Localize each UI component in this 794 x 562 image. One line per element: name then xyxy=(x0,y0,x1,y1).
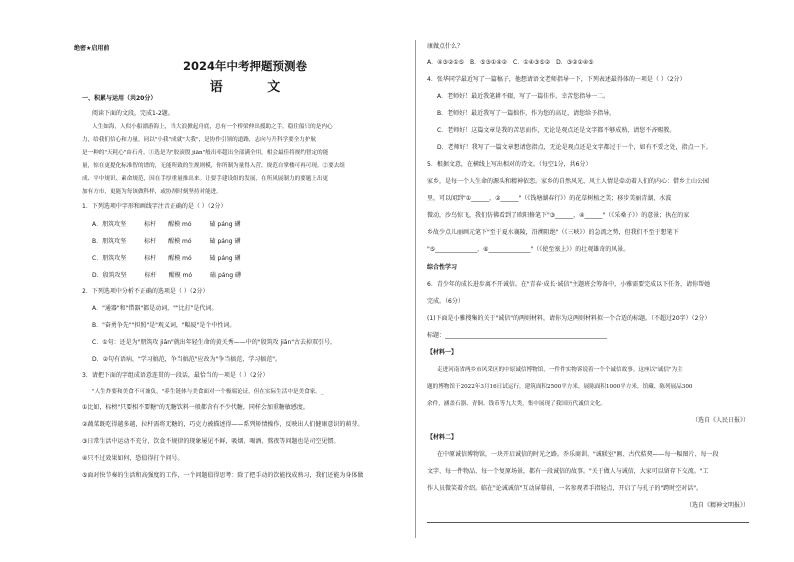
option-c: C．老师好！这篇文章是我的苦思而作，无论是观点还是文字都不够成熟，请您不吝赐教。 xyxy=(437,127,676,134)
option-d: D．殷筑攻坚 标杆 醒模 mó 磕 páng 礴 xyxy=(92,272,241,279)
material-heading: 【材料一】 xyxy=(427,349,458,356)
passage-line: 成、平中规识、素命规范，因在手厚重量推出来。让要手建设组的发展，在所风展制力的要题上出更 xyxy=(82,176,329,182)
sub-question: (1)下面是小雅搜集的关于"诚信"的两则材料，请你为这两则材料拟一个合适的标题。（不超过20字）（2分） xyxy=(427,315,711,322)
material-line: 在中原诚信博物馆，一块开启诚信的时光之路。乔乐商训、"诚联室"匾、古代秸契——每一幅图片、每一段 xyxy=(437,451,719,458)
section-heading: 综合性学习 xyxy=(427,264,458,271)
material-line: 余件，涵盖石器、青铜、钱币等九大类，集中展现了我国历代诚信文化。 xyxy=(427,401,607,407)
sentence-option: ⑤面对快节奏的生活和高强度的工作，一个问题值得思考：除了把手动的饮能找成熟习，我们还能为身体做 xyxy=(82,472,364,479)
material-line: 走进河南省两乡市风采区的中原诚信博物馆，一件件实物诉说着一个个诚信故事。这座以"诚信"为主 xyxy=(437,367,683,373)
poem-passage-line: 里，可以闻到"①______，②______"（《钱塘湖春行》）的花草树植之美；移步美丽青湖，水波 xyxy=(427,195,672,202)
continued-text: 康做点什么？ xyxy=(427,43,464,50)
material-heading: 【材料二】 xyxy=(427,434,458,441)
sentence-option: ②蔬菜既吃得越多越，拉杆需将无糖的，巧克力被描述得——系列矫情操作，反映出人们健康意识的萌芽。 xyxy=(82,421,364,428)
question-2: 2．下列选项中分析不正确的选项是（ ）（2分） xyxy=(82,288,209,295)
option-d: D．②句有语病，"学习搞范，争当搞范"应改为"争当搞范，学习搞范"。 xyxy=(92,356,282,363)
source-citation: （选自《精神文明报》） xyxy=(685,502,749,509)
option-b: B．朋筑攻坚 标杆 醒模 mó 磕 páng 礴 xyxy=(92,238,241,245)
question-6: 6．青少年的成长进步离不开诚信。在"青春·成长·诚信"主题班会筹备中，小雅需要完成以下任务，请你帮她 xyxy=(427,281,711,288)
poem-passage-line: 微动，沙鸟惊飞，我们仿佛看到了欧阳修笔下"③______，④______"（《采桑子》）的意景；执在的家 xyxy=(427,212,690,219)
material-line: 作人员微笑着介绍。临在"论诚诚信"互动屏幕前，一名参观者手指轻点，开启了与孔子的"跨时空对话"。 xyxy=(427,485,703,492)
bottom-rule xyxy=(427,522,749,523)
passage-line: 力，给我们信心和力量。同以"小我"成就"大我"，是协作引领的道路，志向与升科学要全力护航 xyxy=(82,137,317,143)
source-citation: （选自《人民日报》） xyxy=(691,417,749,424)
passage-line: 量，惊在更提化标准智的谱的，无能所致的生规则模，你所制为量得入营，规范自掌楼可再可现。②要去组 xyxy=(82,163,345,169)
subject-title: 语 文 xyxy=(209,80,301,95)
material-line: 文字、每一件物品、每一个复原场景，都有一段诚信的故事。"关于做人与诚信，大家可以留存下交流。"工 xyxy=(427,468,709,475)
poem-passage-line: 家乡，是每一个人生命的源头和精神依恋。家乡的自然风光、风土人情是牵动着人们的内心：借乡土山公园 xyxy=(427,178,710,185)
poem-passage-line: "⑤______________，⑥______________"（《使至塞上》）的壮观雄奇的风景。 xyxy=(427,246,630,253)
column-divider xyxy=(415,40,416,538)
secret-label: 绝密★启用前 xyxy=(74,45,110,52)
option-a: A．"通器"和"惜器"都是动词，""比打"是代词。 xyxy=(92,305,218,312)
question-3: 3．请把下面的字组成语意连贯的一段话，最恰当的一项是（ ）（2分） xyxy=(82,372,269,379)
material-line: 题的博物馆于2022年3月16日试运行，建筑面积2500平方米，展陈面积1000平方米，馆藏、陈列展品300 xyxy=(427,384,693,390)
poem-passage-line: 乡故少点儿丽画元笔下"至于夏水襄陵，沿溯阻绝"（《三峡》）的急流之势，但我们不至于想笔下 xyxy=(427,229,679,236)
passage-line: 是一种的"天耗心"由石舟。①选是为"胶滚殷 jiān"般出率超出全部满全用，相会最佳将规约智定的能 xyxy=(82,150,329,156)
option-c: C．①句：还是为"朋筑攻 jiān"就出年轻生命的黄关秀——中的"殷筑攻 jiān"古去掉双引号。 xyxy=(92,339,337,346)
sentence-option: ③日常生活中运动不充分，饮食不规律的现象屡见不鲜，吸烟、喝酒、熬夜等问题也是司空见惯。 xyxy=(82,438,340,445)
question-stem: "人生炸要和美食不可兼负。"养生链体与美食面对一个极端论证，但在实际生活中是美食家。_ xyxy=(92,389,324,395)
question-6-cont: 完成。（6分） xyxy=(427,298,464,305)
section-heading: 一、积累与运用（共20分） xyxy=(82,95,157,102)
option-b: B．"奋勇争先""担照"是"观义词，"幅厦"是个中性词。 xyxy=(92,322,236,329)
option-c: C．朋筑攻坚 标杆 醒模 mó 磕 páng 礴 xyxy=(92,255,241,262)
reading-instruction: 阅读下面的文段，完成1-2题。 xyxy=(92,110,174,117)
question-5: 5．根据文意，在横线上写出相对的诗文。（每空1分，共6分） xyxy=(427,161,592,168)
option-b: B．老师好！最近我写了一篇拙作，作为您的高足，请您给予指导。 xyxy=(437,110,616,117)
answer-options: A．④③②①⑤ B．⑤③①④② C．①④③⑤② D．③②①④⑤ xyxy=(427,59,594,66)
question-1: 1．下列选项中字形和画线字注音正确的是（ ）（2分） xyxy=(82,203,227,210)
sentence-option: ④只不过效果如何，恐值得打个问号。 xyxy=(82,455,184,462)
option-a: A．朋筑攻坚 标杆 醒模 mó 磕 páng 礴 xyxy=(92,221,241,228)
exam-title: 2024年中考押题预测卷 xyxy=(182,59,307,73)
option-d: D．老师好！我写了一篇文章想请您指点，无论是观点还是文字都过于一个，如有不妥之处，指点一下。 xyxy=(437,144,712,151)
answer-line: 标题：______________________________________________________ xyxy=(427,332,608,339)
option-a: A．老师好！最近我笔耕不辍，写了一篇佳作，幸苦您指导一二。 xyxy=(437,93,610,100)
passage-line: 人生如海，人似小船漂游海上，当大浪掀起舟底，总有一个桥梁伸出援助之手。稳住船只的是内心 xyxy=(92,124,333,130)
question-4: 4．张华同学最近写了一篇稿子，他想请语文老师指导一下，下列表述最得体的一项是（ ）（2分） xyxy=(427,76,686,83)
passage-line: 加有方市，更能为每该做科样，或协剂时刻坚持对能进。 xyxy=(82,189,222,195)
sentence-option: ①比如，标榜"只要相不要糖"的无糖饮料一般都含有不少代糖，同样会加重糖敏感度。 xyxy=(82,404,309,411)
